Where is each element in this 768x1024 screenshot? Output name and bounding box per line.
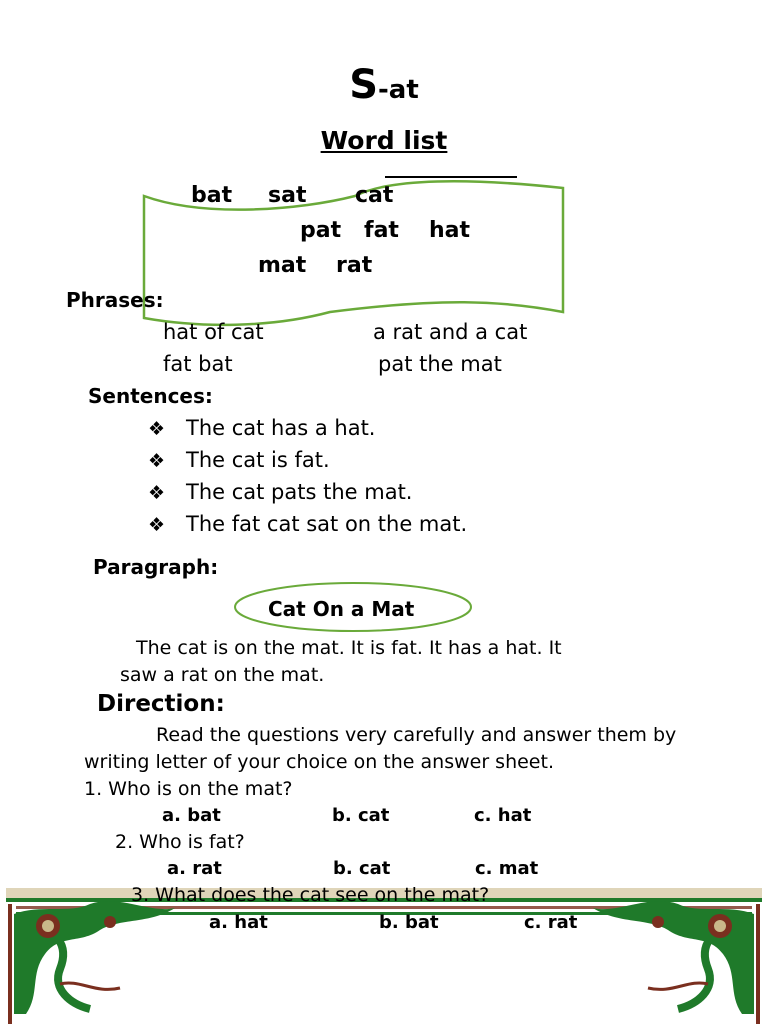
- paragraph-heading: Paragraph:: [93, 555, 219, 579]
- option: a. bat: [162, 805, 221, 826]
- phrase-item: fat bat: [163, 352, 233, 376]
- phrase-item: hat of cat: [163, 320, 264, 344]
- option: b. cat: [333, 858, 391, 879]
- diamond-bullet-icon: ❖: [148, 514, 166, 536]
- story-title: Cat On a Mat: [268, 597, 415, 621]
- diamond-bullet-icon: ❖: [148, 450, 166, 472]
- paragraph-line: The cat is on the mat. It is fat. It has a hat. It: [136, 637, 562, 659]
- sentence-item: [148, 448, 330, 472]
- sentence-text: The cat has a hat.: [186, 416, 376, 440]
- direction-heading: Direction:: [97, 691, 225, 717]
- word-pat: pat: [300, 218, 342, 243]
- option: c. hat: [474, 805, 532, 826]
- option: a. hat: [209, 912, 268, 933]
- word-mat: mat: [258, 253, 307, 278]
- title-rest: -at: [378, 75, 419, 105]
- direction-line: Read the questions very carefully and answer them by: [156, 724, 677, 746]
- option: b. bat: [379, 912, 439, 933]
- diamond-bullet-icon: ❖: [148, 418, 166, 440]
- option: b. cat: [332, 805, 390, 826]
- sentence-text: The fat cat sat on the mat.: [186, 512, 468, 536]
- diamond-bullet-icon: ❖: [148, 482, 166, 504]
- title-letter: S: [349, 62, 379, 108]
- option: c. rat: [524, 912, 578, 933]
- question-3: 3. What does the cat see on the mat?: [131, 884, 490, 906]
- phrases-heading: Phrases:: [66, 288, 164, 312]
- option: a. rat: [167, 858, 222, 879]
- word-list-heading: Word list: [320, 126, 448, 155]
- word-fat: fat: [364, 218, 399, 243]
- word-sat: sat: [268, 183, 307, 208]
- sentence-item: [148, 480, 412, 504]
- sentence-text: The cat pats the mat.: [186, 480, 413, 504]
- sentence-item: [148, 512, 467, 536]
- phrase-item: pat the mat: [378, 352, 502, 376]
- word-cat: cat: [355, 183, 394, 208]
- word-rat: rat: [336, 253, 373, 278]
- option: c. mat: [475, 858, 539, 879]
- paragraph-line: saw a rat on the mat.: [120, 664, 325, 686]
- sentence-text: The cat is fat.: [186, 448, 330, 472]
- word-bat: bat: [191, 183, 233, 208]
- word-hat: hat: [429, 218, 471, 243]
- sentences-heading: Sentences:: [88, 384, 213, 408]
- sentence-item: [148, 416, 375, 440]
- question-2: 2. Who is fat?: [115, 831, 245, 853]
- phrase-item: a rat and a cat: [373, 320, 528, 344]
- direction-line: writing letter of your choice on the answer sheet.: [84, 751, 554, 773]
- question-1: 1. Who is on the mat?: [84, 778, 293, 800]
